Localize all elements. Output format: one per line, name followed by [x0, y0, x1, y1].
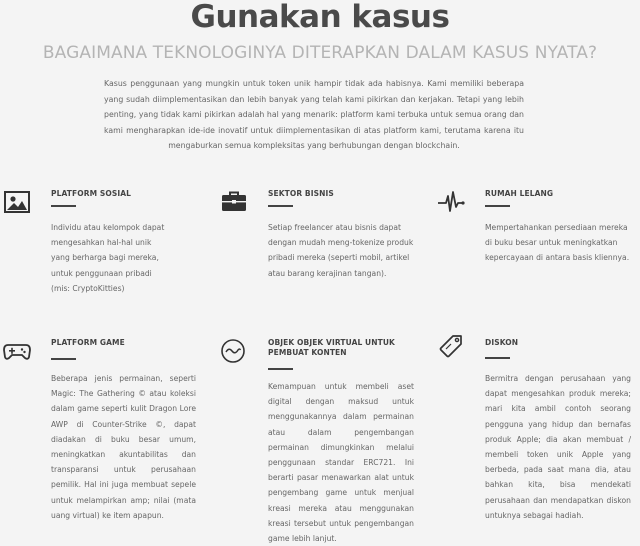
card-description: Bermitra dengan perusahaan yang dapat mengesahkan produk mereka; mari kita ambil contoh seorang pengguna yang hidup dan bernafas produk Apple; dia akan membuat / membeli token unik Apple yang berbeda, pada saat mana dia, atau bahkan kita, bisa mendekati perusahaan dan mendapatkan diskon untuknya sebagai hadiah. [485, 374, 631, 520]
use-case-virtual-objects [220, 338, 420, 542]
card-title: PLATFORM GAME [51, 338, 125, 347]
briefcase-icon [220, 189, 248, 215]
use-case-business-sector [220, 189, 420, 299]
use-case-auction-house [437, 189, 637, 299]
heartbeat-icon [437, 189, 465, 215]
card-title: DISKON [485, 338, 519, 347]
title-underline [268, 205, 293, 207]
card-title: RUMAH LELANG [485, 189, 554, 198]
card-title: OBJEK OBJEK VIRTUAL UNTUK PEMBUAT KONTEN [268, 338, 395, 357]
card-description: Mempertahankan persediaan mereka di buku besar untuk meningkatkan kepercayaan di antara basis kliennya. [485, 223, 630, 263]
card-description: Beberapa jenis permainan, seperti Magic: The Gathering © atau koleksi dalam game seperti kulit Dragon Lore AWP di Counter-Strike ©, dapat diadakan di buku besar umum, meningkatkan akuntabilitas dan transparansi untuk perusahaan pemilik. Hal ini juga membuat sepele untuk melampirkan amp; nilai (mata uang virtual) ke item apapun. [51, 374, 196, 520]
intro-paragraph: Kasus penggunaan yang mungkin untuk token unik hampir tidak ada habisnya. Kami memiliki beberapa yang sudah diimplementasikan dan lebih banyak yang telah kami pikirkan dan kerjakan. Tetapi yang lebih penting, yang tidak kami pikirkan adalah hal yang menarik: platform kami terbuka untuk semua orang dan kami mengharapkan ide-ide inovatif untuk diimplementasikan di atas platform kami, terutama karena itu mengaburkan semua kompleksitas yang berhubungan dengan blockchain. [104, 79, 524, 151]
card-description: Kemampuan untuk membeli aset digital dengan maksud untuk menggunakannya dalam permainan atau dalam pengembangan permainan dimungkinkan melalui penggunaan standar ERC721. Ini berarti pasar menawarkan alat untuk pengembang game untuk menjual kreasi mereka atau menggunakan kreasi tersebut untuk pengembangan game lebih lanjut. [268, 382, 414, 544]
title-underline [51, 205, 76, 207]
page-title: Gunakan kasus [190, 0, 450, 35]
use-case-discount [437, 334, 637, 538]
card-title: SEKTOR BISNIS [268, 189, 334, 198]
tag-icon [437, 334, 465, 360]
card-description: Setiap freelancer atau bisnis dapat dengan mudah meng-tokenize produk pribadi mereka (seperti mobil, artikel atau barang kerajinan tangan). [268, 223, 414, 278]
image-icon [3, 189, 31, 215]
card-title: PLATFORM SOSIAL [51, 189, 132, 198]
title-underline [485, 357, 510, 359]
gamepad-icon [3, 338, 31, 364]
page-subtitle: BAGAIMANA TEKNOLOGINYA DITERAPKAN DALAM KASUS NYATA? [42, 43, 598, 63]
use-case-game-platform [3, 338, 203, 538]
card-description: Individu atau kelompok dapat mengesahkan hal-hal unik yang berharga bagi mereka, untuk penggunaan pribadi (mis: CryptoKitties) [51, 223, 165, 293]
wave-circle-icon [220, 338, 248, 364]
title-underline [268, 368, 293, 370]
title-underline [485, 205, 510, 207]
use-case-social-platform [3, 189, 183, 299]
title-underline [51, 358, 76, 360]
